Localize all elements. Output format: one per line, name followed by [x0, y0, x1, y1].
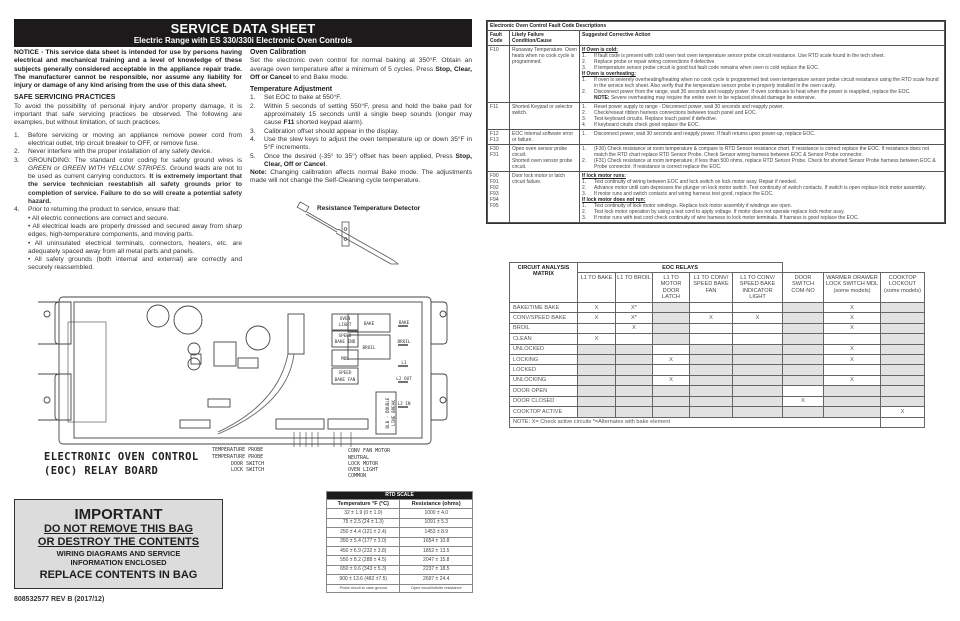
- matrix-cell: [881, 323, 925, 333]
- page-title: SERVICE DATA SHEET: [170, 21, 316, 36]
- wire-label-neutral: NEUTRAL: [348, 455, 370, 461]
- matrix-cell: [881, 334, 925, 344]
- list-item: 1. Before servicing or moving an appliance remove power cord from electrical outlet, trip circuit breaker to OFF, or remove fuse.: [14, 131, 242, 147]
- matrix-row: [510, 375, 925, 385]
- matrix-cell: [881, 396, 925, 406]
- matrix-cell: [578, 375, 616, 385]
- list-item: 2. Never interfere with the proper installation of any safety device.: [14, 148, 212, 156]
- svg-text:BAKE FAN: BAKE FAN: [334, 378, 356, 383]
- matrix-cell: X: [616, 323, 653, 333]
- matrix-cell: [783, 323, 824, 333]
- matrix-cell: [783, 407, 824, 417]
- matrix-cell: X*: [616, 313, 653, 323]
- matrix-row-label: CLEAN: [510, 334, 578, 344]
- matrix-cell: [653, 303, 690, 313]
- rtd-row: [327, 509, 473, 518]
- column-header: Suggested Corrective Action: [580, 31, 945, 46]
- rtd-scale-title: RTD SCALE: [327, 492, 473, 500]
- matrix-column-header: WARMER DRAWER LOCK SWITCH MDL (some models): [824, 273, 881, 303]
- matrix-cell: X: [653, 355, 690, 365]
- action-step: 2. Check/reseat ribbon harness connections between touch panel and EOC.: [582, 110, 757, 116]
- svg-text:BAKE IND: BAKE IND: [334, 340, 356, 345]
- fault-code: F11: [488, 103, 510, 130]
- matrix-corner-label: CIRCUIT ANALYSIS MATRIX: [510, 263, 578, 303]
- svg-text:L2 OUT: L2 OUT: [396, 377, 412, 382]
- svg-text:LIGHT: LIGHT: [338, 323, 352, 328]
- matrix-cell: [783, 344, 824, 354]
- action-step: 3. If motor runs with test cord check continuity of wire harness to lock motor terminals. If harness is good replace the EOC.: [582, 215, 859, 221]
- bullet-item: • All uninsulated electrical terminals, connectors, heaters, etc. are adequately spaced away from all metal parts and panels.: [28, 239, 242, 255]
- rtd-resistance: 1091 ± 5.3: [400, 518, 473, 527]
- rtd-row: [327, 546, 473, 555]
- action-group-heading: If lock motor runs:: [582, 173, 626, 179]
- matrix-cell: X: [824, 303, 881, 313]
- matrix-cell: X: [578, 334, 616, 344]
- matrix-cell: [653, 313, 690, 323]
- fault-code: F10: [488, 46, 510, 103]
- matrix-cell: [578, 407, 616, 417]
- rtd-temperature: 650 ± 9.6 (343 ± 5.3): [327, 565, 400, 574]
- matrix-column-header: COOKTOP LOCKOUT (some models): [881, 273, 925, 303]
- list-item: 4. Prior to returning the product to service, ensure that: • All electric connections are correct and secure. • All electrical leads are properly dressed and secured away from sharp edges, high-temperature components, and moving parts. • All uninsulated electrical terminals, connectors, heaters, etc. are adequately spaced away from all metal parts and panels. • All safety grounds (both internal and external) are correctly and securely reassembled.: [14, 206, 242, 272]
- matrix-cell: [578, 365, 616, 375]
- column-header: Fault Code: [488, 31, 510, 46]
- matrix-cell: [783, 386, 824, 396]
- action-step: 1. Test continuity of wiring between EOC and lock switch on lock motor assy. Repair if needed.: [582, 179, 798, 185]
- matrix-column-header: L1 TO MOTOR DOOR LATCH: [653, 273, 690, 303]
- table-row: [488, 130, 945, 145]
- svg-text:L2 IN: L2 IN: [397, 402, 411, 407]
- list-item: 5. Once the desired (-35° to 35°) offset has been applied, Press Stop, Clear, Off or Cancel.: [250, 152, 472, 168]
- matrix-cell: X: [824, 375, 881, 385]
- matrix-cell: [824, 365, 881, 375]
- wire-label-door-switch: DOOR SWITCH: [231, 461, 265, 467]
- table-row: [488, 103, 945, 130]
- important-notice-box: IMPORTANT DO NOT REMOVE THIS BAG OR DESTROY THE CONTENTS WIRING DIAGRAMS AND SERVICE INFORMATION ENCLOSED REPLACE CONTENTS IN BAG: [14, 499, 223, 589]
- rtd-row: [327, 518, 473, 527]
- matrix-row: [510, 313, 925, 323]
- matrix-row-label: BAKE/TIME BAKE: [510, 303, 578, 313]
- relay-label-oven-light: OVEN: [339, 317, 351, 322]
- matrix-column-header: L1 TO CONV/ SPEED BAKE INDICATOR LIGHT: [733, 273, 783, 303]
- action-step: 1. Disconnect power, wait 30 seconds and reapply power. If fault returns upon power-up, replace EOC.: [582, 131, 816, 137]
- matrix-cell: [824, 407, 881, 417]
- rtd-illustration-label: Resistance Temperature Detector: [317, 205, 421, 212]
- action-step: 3. If motor runs and switch contacts and wiring harness test good, replace the EOC.: [582, 191, 774, 197]
- matrix-column-header: L1 TO CONV/ SPEED BAKE FAN: [690, 273, 733, 303]
- rtd-temperature: 32 ± 1.9 (0 ± 1.0): [327, 509, 400, 518]
- rtd-row: [327, 575, 473, 584]
- matrix-cell: [690, 386, 733, 396]
- corrective-action: [580, 103, 945, 130]
- matrix-cell: [653, 365, 690, 375]
- list-item: 2. Within 5 seconds of setting 550°F, press and hold the bake pad for approximately 15 seconds until a single beep sounds (longer may cause F11 shorted keypad alarm).: [250, 102, 472, 127]
- failure-cause: Shorted Keypad or selector switch.: [510, 103, 580, 130]
- action-step: 2. Replace probe or repair wiring connections if defective.: [582, 59, 716, 65]
- svg-text:SPEED: SPEED: [338, 371, 352, 376]
- matrix-cell: X: [653, 375, 690, 385]
- page-subtitle: Electric Range with ES 330/330i Electronic Oven Controls: [133, 36, 353, 45]
- rtd-row: [327, 537, 473, 546]
- svg-text:LINE BREAK: LINE BREAK: [392, 400, 397, 426]
- matrix-cell: [881, 375, 925, 385]
- matrix-row-label: CONV/SPEED BAKE: [510, 313, 578, 323]
- matrix-cell: [881, 365, 925, 375]
- matrix-cell: [733, 334, 783, 344]
- rtd-temperature: 250 ± 4.4 (121 ± 2.4): [327, 528, 400, 537]
- matrix-cell: [616, 365, 653, 375]
- matrix-cell: [824, 334, 881, 344]
- fault-code: F30 F31: [488, 145, 510, 172]
- corrective-action: [580, 46, 945, 103]
- matrix-row-label: LOCKING: [510, 355, 578, 365]
- wire-label-conv-fan-motor: CONV FAN MOTOR: [348, 448, 391, 454]
- action-group-heading: If lock motor does not run:: [582, 197, 646, 203]
- wire-label-oven-light: OVEN LIGHT: [348, 467, 379, 473]
- matrix-cell: [616, 396, 653, 406]
- matrix-cell: X: [824, 323, 881, 333]
- oven-calibration-text: Set the electronic oven control for normal baking at 350°F. Obtain an average oven temperature after a minimum of 5 cycles. Press Stop, Clear, Off or Cancel to end Bake mode.: [250, 57, 472, 81]
- matrix-cell: [578, 396, 616, 406]
- rtd-resistance: 2237 ± 18.5: [400, 565, 473, 574]
- rtd-resistance: 2047 ± 15.8: [400, 556, 473, 565]
- matrix-cell: X: [881, 407, 925, 417]
- matrix-cell: X: [824, 313, 881, 323]
- wire-label-lock-switch: LOCK SWITCH: [231, 467, 265, 473]
- matrix-cell: [690, 365, 733, 375]
- svg-text:L1: L1: [401, 361, 407, 366]
- matrix-cell: [881, 313, 925, 323]
- matrix-cell: [653, 334, 690, 344]
- matrix-row: [510, 355, 925, 365]
- matrix-cell: [783, 365, 824, 375]
- wire-label-lock-motor: LOCK MOTOR: [348, 461, 379, 467]
- fault-table-body: [488, 46, 945, 223]
- list-item: 1. Set EOC to bake at 550°F.: [250, 94, 342, 102]
- fault-code: F12 F13: [488, 130, 510, 145]
- rtd-temperature: 900 ± 13.6 (482 ±7.5): [327, 575, 400, 584]
- matrix-cell: [783, 375, 824, 385]
- rtd-row: [327, 565, 473, 574]
- action-step: 1. Test continuity of lock motor windings. Replace lock motor assembly if windings are open.: [582, 203, 792, 209]
- safe-practices-intro: To avoid the possibility of personal injury and/or property damage, it is important that safe servicing practices be observed. The following are examples, but without limitation, of such practices.: [14, 102, 242, 127]
- svg-text:SPEED: SPEED: [338, 334, 352, 339]
- action-group-heading: If Oven is cold:: [582, 47, 618, 53]
- safe-practices-list: [14, 132, 242, 273]
- bullet-item: • All electric connections are correct and secure.: [28, 214, 169, 222]
- matrix-row-label: COOKTOP ACTIVE: [510, 407, 578, 417]
- matrix-note: NOTE: X= Check active circuits *=Alternates with bake element: [510, 417, 881, 427]
- relay-board-title: ELECTRONIC OVEN CONTROL (EOC) RELAY BOARD: [44, 451, 199, 477]
- page-header: [14, 19, 472, 47]
- action-step: 3. If temperature sensor probe circuit is good but fault code remains when oven is cold replace the EOC.: [582, 65, 820, 71]
- matrix-cell: [733, 344, 783, 354]
- rtd-scale-table: [326, 491, 473, 593]
- action-step: 2. (F31) Check resistance at room temperature, if less than 500 ohms, replace RTD Sensor Probe. Check for shorted Sensor Probe harness between EOC & Probe connector. If resistance is correct replace the EOC.: [582, 158, 936, 170]
- column-header: Resistance (ohms): [400, 500, 473, 509]
- matrix-cell: [733, 355, 783, 365]
- matrix-cell: [653, 386, 690, 396]
- action-step: 4. If keyboard ciruits check good replace the EOC.: [582, 122, 700, 128]
- matrix-cell: [733, 303, 783, 313]
- matrix-row: [510, 396, 925, 406]
- matrix-row: [510, 323, 925, 333]
- svg-text:MDL: MDL: [341, 357, 349, 362]
- failure-cause: Door lock motor or latch circuit failure.: [510, 172, 580, 223]
- fault-table-title: Electronic Oven Control Fault Code Descriptions: [488, 22, 945, 31]
- safety-section: [14, 49, 242, 273]
- matrix-cell: [578, 355, 616, 365]
- matrix-cell: [690, 334, 733, 344]
- matrix-cell: [733, 375, 783, 385]
- matrix-cell: [824, 396, 881, 406]
- action-group-heading: If Oven is overheating:: [582, 71, 636, 77]
- calibration-note: Note: Changing calibration affects normal Bake mode. The adjustments made will not change the Self-Cleaning cycle temperature.: [250, 169, 472, 185]
- rtd-resistance: 2697 ± 24.4: [400, 575, 473, 584]
- action-step: 1. Reset power supply to range - Disconnect power, wait 30 seconds and reapply power.: [582, 104, 784, 110]
- oven-calibration-heading: Oven Calibration: [250, 49, 307, 56]
- matrix-row-label: UNLOCKED: [510, 344, 578, 354]
- corrective-action: [580, 145, 945, 172]
- action-note: NOTE: Severe overheating may require the entire oven to be replaced should damage be extensive.: [594, 95, 817, 101]
- table-row: [488, 172, 945, 223]
- rtd-temperature: 450 ± 6.9 (232 ± 3.8): [327, 546, 400, 555]
- matrix-cell: [653, 396, 690, 406]
- column-header: Likely Failure Condition/Cause: [510, 31, 580, 46]
- matrix-cell: [881, 355, 925, 365]
- matrix-row-label: UNLOCKING: [510, 375, 578, 385]
- matrix-cell: [881, 344, 925, 354]
- table-row: [488, 46, 945, 103]
- matrix-cell: X: [824, 344, 881, 354]
- matrix-cell: X: [783, 396, 824, 406]
- matrix-cell: [733, 407, 783, 417]
- matrix-group-label: EOC RELAYS: [578, 263, 783, 273]
- matrix-cell: [690, 375, 733, 385]
- matrix-row: [510, 407, 925, 417]
- rtd-probe-illustration: [295, 200, 475, 275]
- failure-cause: Open oven sensor probe circuit. Shorted oven sensor probe circuit.: [510, 145, 580, 172]
- corrective-action: [580, 172, 945, 223]
- rtd-temperature: 75 ± 2.5 (24 ± 1.3): [327, 518, 400, 527]
- matrix-row: [510, 386, 925, 396]
- fault-code-table: [486, 20, 946, 224]
- temperature-adjustment-heading: Temperature Adjustment: [250, 86, 333, 94]
- matrix-cell: [690, 396, 733, 406]
- matrix-cell: [653, 323, 690, 333]
- matrix-cell: [578, 386, 616, 396]
- matrix-cell: [653, 344, 690, 354]
- rtd-footer-note: Open circuit/infinite resistance: [400, 584, 473, 592]
- wire-label-common: COMMON: [348, 473, 367, 479]
- part-number: 808532577 REV B (2017/12): [14, 596, 105, 603]
- matrix-cell: X*: [616, 303, 653, 313]
- safe-practices-heading: SAFE SERVICING PRACTICES: [14, 94, 116, 102]
- temperature-adjustment-steps: [250, 94, 472, 169]
- action-step: 3. Test keyboard circuits. Replace touch panel if defective.: [582, 116, 718, 122]
- calibration-section: [250, 49, 472, 186]
- rtd-temperature: 350 ± 5.4 (177 ± 3.0): [327, 537, 400, 546]
- rtd-temperature: 550 ± 8.2 (288 ± 4.5): [327, 556, 400, 565]
- corrective-action: [580, 130, 945, 145]
- action-step: 2. Disconnect power from the range, wait 30 seconds and reapply power. If oven continues to heat when the power is reapplied, replace the EOC.: [582, 89, 911, 95]
- svg-text:BAKE: BAKE: [398, 321, 410, 326]
- rtd-row: [327, 556, 473, 565]
- matrix-cell: X: [733, 313, 783, 323]
- wire-label-temperature-probe-2: TEMPERATURE PROBE: [212, 454, 264, 460]
- bullet-item: • All electrical leads are properly dressed and secured away from sharp edges, high-temperature components, and moving parts.: [28, 222, 242, 239]
- rtd-footer-note: Probe circuit to case ground: [327, 584, 400, 592]
- rtd-resistance: 1852 ± 13.5: [400, 546, 473, 555]
- matrix-row: [510, 344, 925, 354]
- matrix-row-label: DOOR CLOSED: [510, 396, 578, 406]
- matrix-cell: [733, 323, 783, 333]
- action-step: 2. Test lock motor operation by using a test cord to apply voltage. If motor does not operate replace lock motor assy.: [582, 209, 845, 215]
- svg-text:BAKE: BAKE: [363, 322, 375, 327]
- matrix-cell: [690, 344, 733, 354]
- matrix-cell: [690, 323, 733, 333]
- fault-code: F90 F91 F92 F93 F94 F95: [488, 172, 510, 223]
- bullet-item: • All safety grounds (both internal and external) are correctly and securely reassembled.: [28, 256, 242, 272]
- matrix-cell: X: [690, 313, 733, 323]
- matrix-cell: [690, 355, 733, 365]
- matrix-cell: [783, 303, 824, 313]
- matrix-row: [510, 365, 925, 375]
- rtd-resistance: 1453 ± 8.9: [400, 528, 473, 537]
- matrix-cell: [616, 407, 653, 417]
- matrix-cell: [881, 303, 925, 313]
- table-row: [488, 145, 945, 172]
- svg-text:BROIL: BROIL: [397, 340, 411, 345]
- action-step: 1. If fault code is present with cold oven test oven temperature sensor probe circuit resistance. Use RTD scale found in the tech sheet.: [582, 53, 885, 59]
- svg-text:BROIL: BROIL: [362, 346, 376, 351]
- failure-cause: EOC Internal software error or failure.: [510, 130, 580, 145]
- notice-paragraph: NOTICE - This service data sheet is intended for use by persons having electrical and mechanical training and a level of knowledge of these subjects generally considered acceptable in the appliance repair trade. The manufacturer cannot be responsible, nor assume any liability for injury or damage of any kind arising from the use of this data sheet.: [14, 49, 242, 90]
- matrix-column-header: DOOR SWITCH COM-NO: [783, 273, 824, 303]
- circuit-analysis-matrix: [509, 262, 924, 428]
- action-step: 1. If oven is severely overheating/heating when no cook cycle is programmed test oven temperature sensor probe circuit resistance using the RTD scale found in the service tech sheet. Also verify that the temperature sensor probe in properly installed in the oven cavity.: [582, 77, 939, 89]
- matrix-column-header: L1 TO BROIL: [616, 273, 653, 303]
- svg-text:DLB - DOUBLE: DLB - DOUBLE: [386, 397, 391, 429]
- matrix-cell: [616, 355, 653, 365]
- matrix-cell: X: [578, 313, 616, 323]
- wire-label-temperature-probe-1: TEMPERATURE PROBE: [212, 447, 264, 453]
- matrix-cell: [783, 313, 824, 323]
- column-header: Temperature °F (°C): [327, 500, 400, 509]
- matrix-cell: X: [578, 303, 616, 313]
- failure-cause: Runaway Temperature. Oven heats when no cook cycle is programmed.: [510, 46, 580, 103]
- matrix-cell: [690, 303, 733, 313]
- matrix-column-header: L1 TO BAKE: [578, 273, 616, 303]
- matrix-cell: [733, 365, 783, 375]
- matrix-row-label: LOCKED: [510, 365, 578, 375]
- matrix-cell: [578, 344, 616, 354]
- action-step: 1. (F30) Check resistance at room temperature & compare to RTD Sensor resistance chart. If resistance is correct replace the EOC. If resistance does not match the RTD chart replace RTD Sensor Probe. Check Sensor wiring harness between EOC & Sensor Probe connector.: [582, 146, 930, 158]
- list-item: 4. Use the slew keys to adjust the oven temperature up or down 35°F in 5°F increments.: [250, 135, 472, 152]
- matrix-cell: [616, 334, 653, 344]
- rtd-row: [327, 528, 473, 537]
- matrix-row: [510, 334, 925, 344]
- matrix-cell: [881, 386, 925, 396]
- matrix-cell: [824, 386, 881, 396]
- rtd-resistance: 1000 ± 4.0: [400, 509, 473, 518]
- matrix-cell: [783, 334, 824, 344]
- matrix-cell: [733, 396, 783, 406]
- matrix-row-label: BROIL: [510, 323, 578, 333]
- matrix-cell: [616, 386, 653, 396]
- matrix-cell: [616, 375, 653, 385]
- matrix-cell: [690, 407, 733, 417]
- matrix-row-label: DOOR OPEN: [510, 386, 578, 396]
- matrix-cell: [783, 355, 824, 365]
- matrix-cell: [616, 344, 653, 354]
- action-step: 2. Advance motor until cam depresses the plunger on lock motor switch. Test continuity of switch contacts. If switch is open replace lock motor assembly.: [582, 185, 926, 191]
- matrix-cell: [653, 407, 690, 417]
- rtd-resistance: 1654 ± 10.8: [400, 537, 473, 546]
- list-item: 3. GROUNDING: The standard color coding for safety ground wires is GREEN or GREEN WITH YELLOW STRIPES. Ground leads are not to be used as current carrying conductors. It is extremely important that the service technician reestablish all safety grounds prior to completion of service. Failure to do so will create a potential safety hazard.: [14, 156, 242, 206]
- matrix-row: [510, 303, 925, 313]
- matrix-cell: [578, 323, 616, 333]
- important-title: IMPORTANT: [74, 506, 163, 523]
- relay-board-icon: [38, 294, 455, 447]
- matrix-cell: [733, 386, 783, 396]
- matrix-cell: X: [824, 355, 881, 365]
- eoc-relay-board-diagram: [38, 294, 455, 447]
- list-item: 3. Calibration offset should appear in the display.: [250, 127, 399, 135]
